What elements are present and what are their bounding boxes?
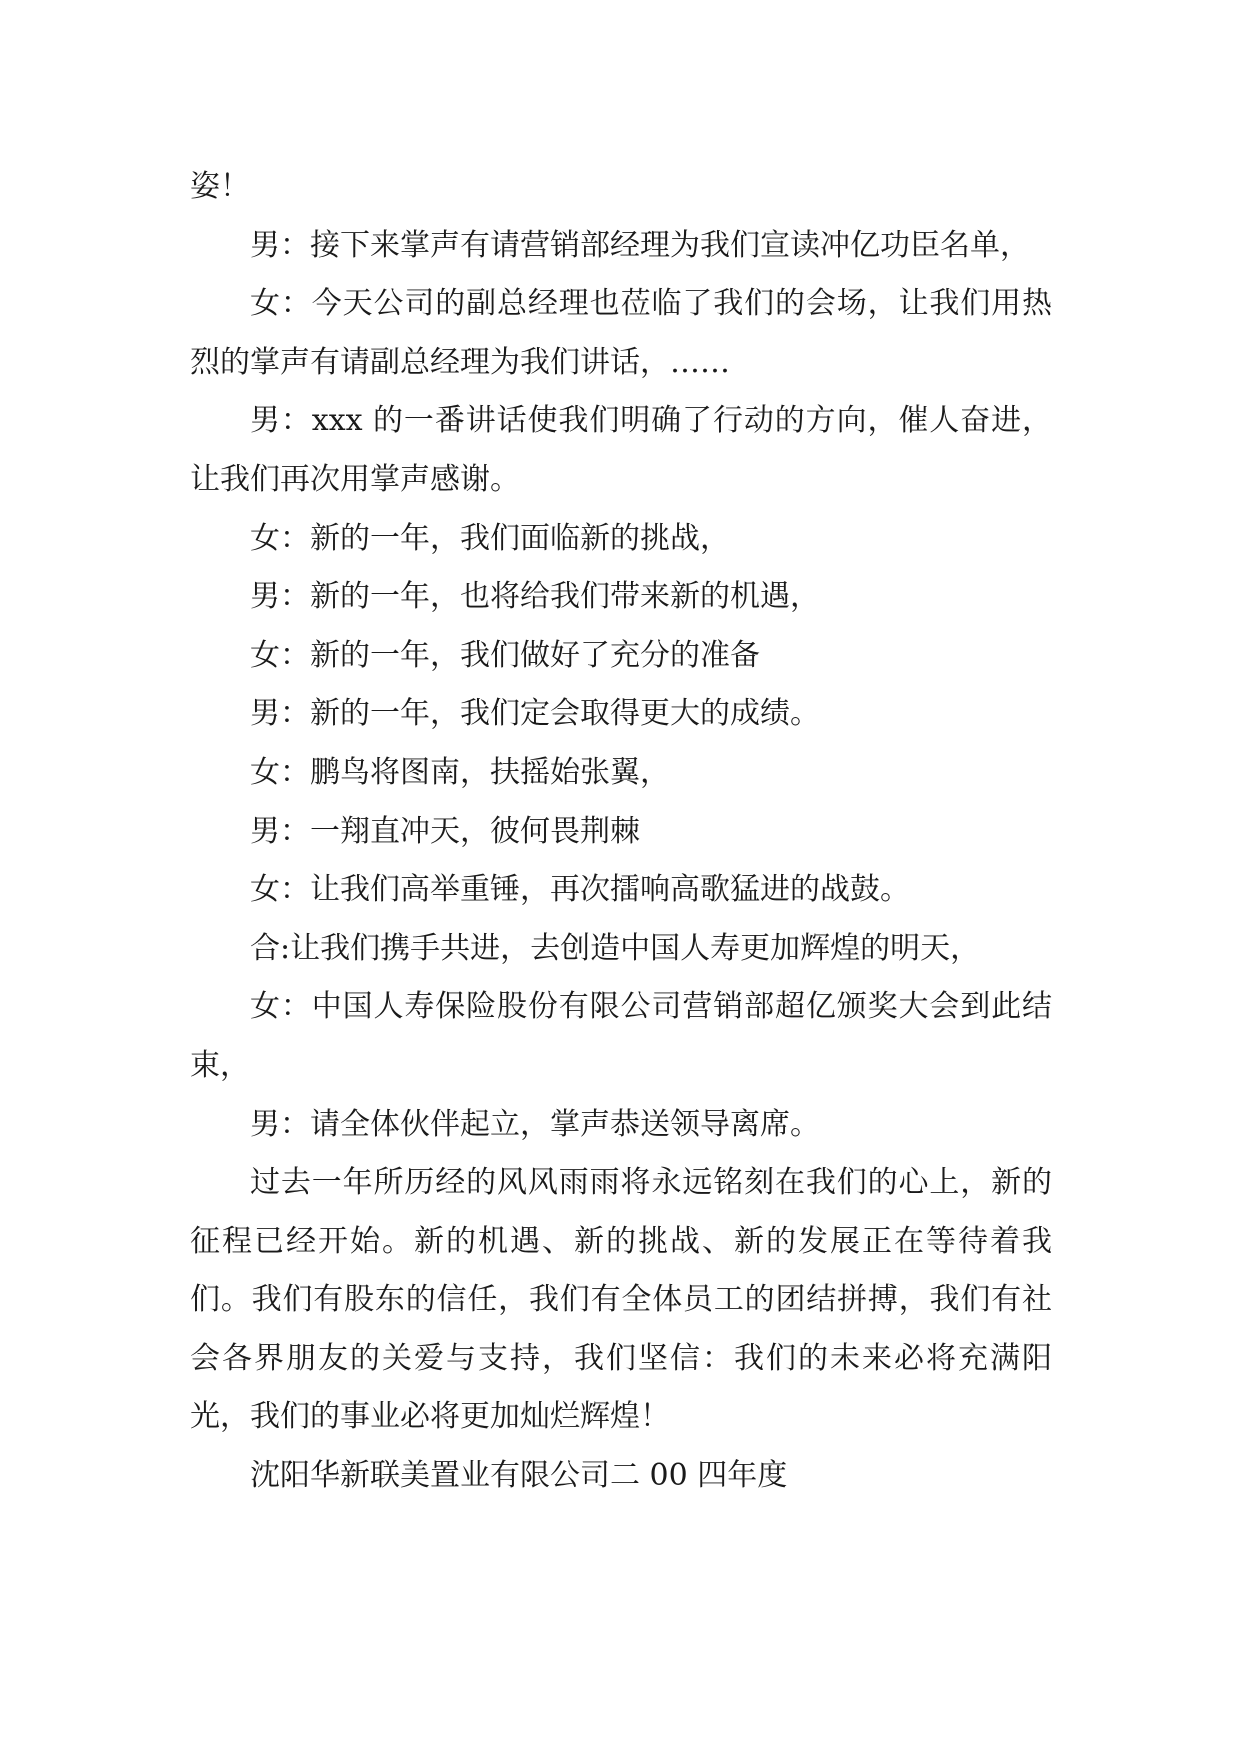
paragraph: 姿！ [190,169,250,204]
paragraph: 女：新的一年，我们面临新的挑战， [250,520,730,556]
paragraph: 女：新的一年，我们做好了充分的准备 [250,637,760,673]
paragraph: 女：鹏鸟将图南，扶摇始张翼， [250,754,670,790]
paragraph: 男：请全体伙伴起立，掌声恭送领导离席。 [250,1106,820,1142]
paragraph: 女：今天公司的副总经理也莅临了我们的会场，让我们用热烈的掌声有请副总经理为我们讲话，…… [190,286,1052,380]
paragraph: 男：一翔直冲天，彼何畏荆棘 [250,813,640,849]
paragraph: 男：xxx 的一番讲话使我们明确了行动的方向，催人奋进，让我们再次用掌声感谢。 [190,403,1052,497]
paragraph: 合:让我们携手共进，去创造中国人寿更加辉煌的明天， [250,930,981,966]
paragraph: 女：让我们高举重锤，再次擂响高歌猛进的战鼓。 [250,872,910,908]
signature-line: 沈阳华新联美置业有限公司二 00 四年度 [250,1458,788,1494]
paragraph: 女：中国人寿保险股份有限公司营销部超亿颁奖大会到此结束， [190,989,1052,1083]
paragraph: 男：接下来掌声有请营销部经理为我们宣读冲亿功臣名单， [250,227,1030,263]
document-body [190,158,1052,1506]
paragraph: 男：新的一年，也将给我们带来新的机遇， [250,579,820,615]
paragraph: 男：新的一年，我们定会取得更大的成绩。 [250,696,820,732]
paragraph: 过去一年所历经的风风雨雨将永远铭刻在我们的心上，新的征程已经开始。新的机遇、新的挑战、新的发展正在等待着我们。我们有股东的信任，我们有全体员工的团结拼搏，我们有社会各界朋友的关爱与支持，我们坚信：我们的未来必将充满阳光，我们的事业必将更加灿烂辉煌！ [190,1165,1052,1435]
